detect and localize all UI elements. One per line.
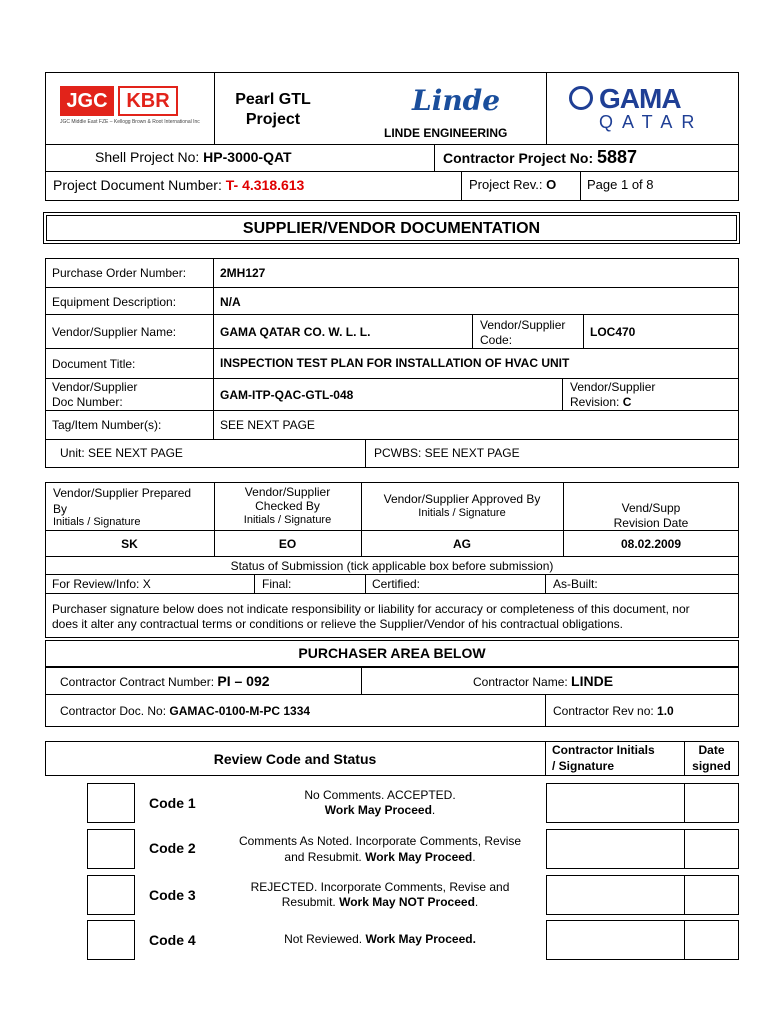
code-3-label: Code 3: [149, 887, 196, 903]
code-1-desc-line1: No Comments. ACCEPTED.: [304, 788, 456, 802]
contractor-initials-header-line2: / Signature: [552, 759, 615, 773]
equipment-value: N/A: [220, 295, 241, 309]
linde-logo: Linde: [412, 84, 501, 117]
date-signed-header-line1: Date: [698, 743, 725, 757]
code-1-initials-field[interactable]: [546, 783, 685, 823]
document-title: SUPPLIER/VENDOR DOCUMENTATION: [242, 220, 541, 237]
code-3-desc-line1: REJECTED. Incorporate Comments, Revise and: [250, 880, 510, 894]
vendor-doc-label-line2: Doc Number:: [52, 395, 123, 409]
contractor-rev-no: Contractor Rev no: 1.0: [553, 704, 674, 718]
status-certified[interactable]: Certified:: [372, 577, 421, 591]
vendor-doc-label-line1: Vendor/Supplier: [52, 380, 138, 394]
po-label: Purchase Order Number:: [52, 266, 187, 280]
contractor-contract-number: Contractor Contract Number: PI – 092: [60, 673, 270, 689]
linde-engineering-label: LINDE ENGINEERING: [384, 126, 508, 140]
status-review-info[interactable]: For Review/Info: X: [52, 577, 151, 591]
checked-by-subheader: Initials / Signature: [243, 514, 332, 526]
doc-title-label: Document Title:: [52, 357, 136, 371]
prepared-by-value: SK: [121, 537, 138, 551]
contractor-doc-no: Contractor Doc. No: GAMAC-0100-M-PC 1334: [60, 704, 311, 718]
doc-title-value: INSPECTION TEST PLAN FOR INSTALLATION OF HVAC UNIT: [220, 356, 570, 370]
code-3-checkbox[interactable]: [87, 875, 135, 915]
contractor-project-no: Contractor Project No: 5887: [443, 147, 638, 167]
tag-value: SEE NEXT PAGE: [220, 418, 315, 432]
code-3-initials-field[interactable]: [546, 875, 685, 915]
vendor-rev-label-line2: Revision: C: [570, 395, 632, 409]
revision-date-value: 08.02.2009: [620, 537, 682, 551]
date-signed-header-line2: signed: [692, 759, 731, 773]
vendor-code-label-line1: Vendor/Supplier: [480, 318, 566, 332]
vendor-doc-value: GAM-ITP-QAC-GTL-048: [220, 388, 354, 402]
code-2-checkbox[interactable]: [87, 829, 135, 869]
approved-by-header: Vendor/Supplier Approved By: [383, 492, 541, 506]
project-name-line1: Pearl GTL: [235, 91, 311, 108]
code-3-date-field[interactable]: [684, 875, 739, 915]
approved-by-value: AG: [453, 537, 471, 551]
revision-date-header-line1: Vend/Supp: [621, 501, 681, 515]
gama-qatar-text: QATAR: [599, 112, 704, 132]
kbr-logo-text: KBR: [118, 86, 178, 116]
gama-emblem-icon: [569, 86, 593, 110]
checked-by-header-line2: Checked By: [255, 499, 320, 513]
contractor-initials-header-line1: Contractor Initials: [552, 743, 655, 757]
pcwbs-value: PCWBS: SEE NEXT PAGE: [374, 446, 520, 460]
vendor-name-value: GAMA QATAR CO. W. L. L.: [220, 325, 371, 339]
code-2-desc-line1: Comments As Noted. Incorporate Comments, Revise: [238, 834, 522, 848]
disclaimer-line2: does it alter any contractual terms or conditions or relieve the Supplier/Vendor of his contractual obligations.: [52, 617, 623, 631]
project-name-line2: Project: [245, 111, 301, 128]
code-1-desc-line2: Work May Proceed.: [324, 803, 436, 817]
project-document-number: Project Document Number: T- 4.318.613: [53, 177, 305, 193]
prepared-by-header-line2: By: [53, 502, 68, 516]
code-1-label: Code 1: [149, 795, 196, 811]
code-2-initials-field[interactable]: [546, 829, 685, 869]
code-2-date-field[interactable]: [684, 829, 739, 869]
jgc-kbr-caption: JGC Middle East FZE – Kellogg Brown & Root International Inc: [60, 119, 200, 125]
po-value: 2MH127: [220, 266, 266, 280]
project-rev: Project Rev.: O: [469, 177, 557, 192]
status-of-submission-label: Status of Submission (tick applicable box before submission): [230, 559, 554, 573]
code-1-checkbox[interactable]: [87, 783, 135, 823]
gama-logo-text: GAMA: [599, 83, 681, 114]
checked-by-header-line1: Vendor/Supplier: [244, 485, 331, 499]
checked-by-value: EO: [278, 537, 297, 551]
jgc-logo-text: JGC: [60, 86, 114, 116]
code-4-date-field[interactable]: [684, 920, 739, 960]
contractor-name: Contractor Name: LINDE: [473, 673, 614, 689]
code-3-desc-line2: Resubmit. Work May NOT Proceed.: [281, 895, 479, 909]
vendor-code-label-line2: Code:: [480, 333, 513, 347]
prepared-by-header-line1: Vendor/Supplier Prepared: [53, 486, 192, 500]
code-2-desc-line2: and Resubmit. Work May Proceed.: [284, 850, 476, 864]
status-as-built[interactable]: As-Built:: [553, 577, 598, 591]
revision-date-header-line2: Revision Date: [613, 516, 689, 530]
code-4-initials-field[interactable]: [546, 920, 685, 960]
review-code-title: Review Code and Status: [213, 751, 377, 767]
status-final[interactable]: Final:: [262, 577, 292, 591]
page-indicator: Page 1 of 8: [587, 177, 654, 192]
equipment-label: Equipment Description:: [52, 295, 177, 309]
vendor-code-value: LOC470: [590, 325, 636, 339]
code-4-desc-line2: Not Reviewed. Work May Proceed.: [284, 932, 476, 946]
disclaimer-line1: Purchaser signature below does not indicate responsibility or liability for accuracy or completeness of this document, nor: [52, 602, 690, 616]
purchaser-area-title: PURCHASER AREA BELOW: [298, 645, 486, 661]
shell-project-no: Shell Project No: HP-3000-QAT: [95, 149, 292, 165]
vendor-name-label: Vendor/Supplier Name:: [52, 325, 177, 339]
gama-qatar-logo: [569, 82, 709, 132]
code-2-label: Code 2: [149, 840, 196, 856]
code-4-label: Code 4: [149, 932, 196, 948]
vendor-rev-label-line1: Vendor/Supplier: [570, 380, 656, 394]
approved-by-subheader: Initials / Signature: [418, 507, 506, 519]
tag-label: Tag/Item Number(s):: [52, 418, 162, 432]
code-4-checkbox[interactable]: [87, 920, 135, 960]
unit-value: Unit: SEE NEXT PAGE: [60, 446, 183, 460]
prepared-by-subheader: Initials / Signature: [53, 516, 141, 528]
code-1-date-field[interactable]: [684, 783, 739, 823]
jgc-kbr-logo: [60, 86, 200, 126]
